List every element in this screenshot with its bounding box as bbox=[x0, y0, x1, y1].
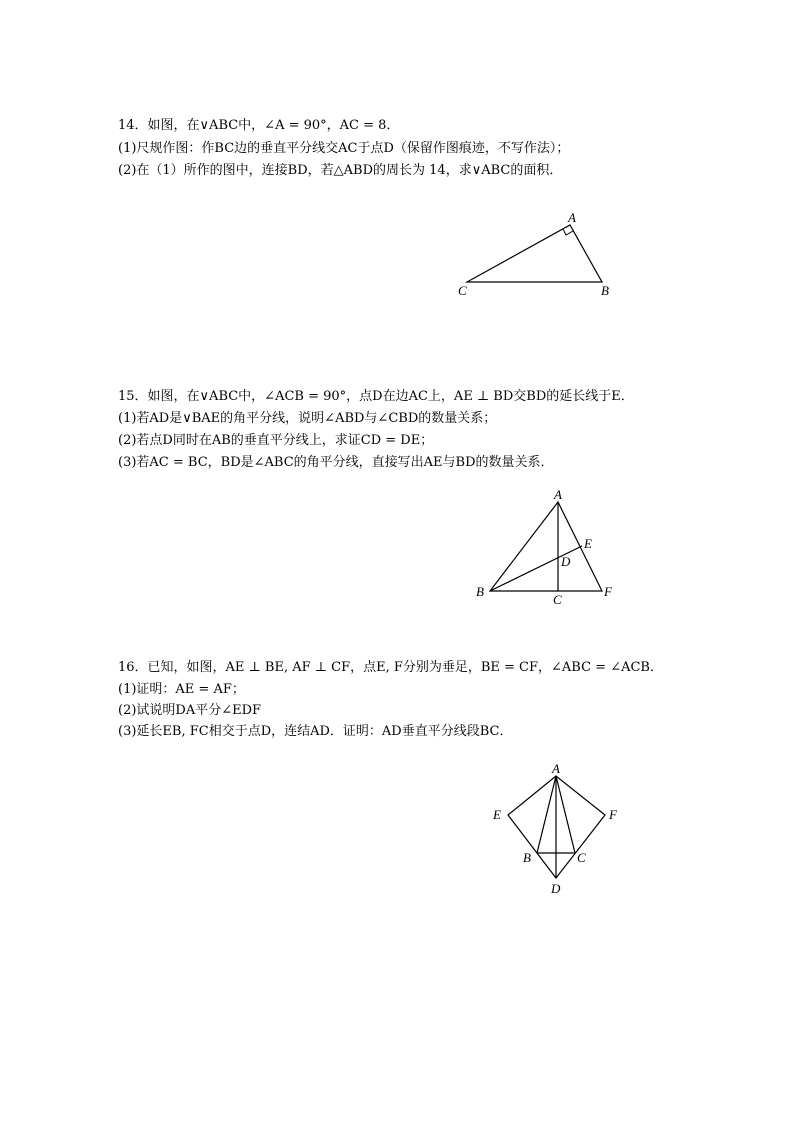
label-e: E bbox=[584, 536, 592, 551]
problem-14-part-1: (1)尺规作图：作BC边的垂直平分线交AC于点D（保留作图痕迹，不写作法）； bbox=[118, 141, 570, 156]
problem-15-part-2: (2)若点D同时在AB的垂直平分线上，求证CD = DE； bbox=[118, 433, 434, 448]
problem-16-part-2: (2)试说明DA平分∠EDF bbox=[118, 703, 262, 718]
segment-ac bbox=[556, 776, 575, 853]
label-b: B bbox=[601, 283, 609, 298]
problem-14-title: 14．如图，在∨ABC中，∠A = 90°，AC = 8． bbox=[118, 118, 400, 133]
problem-16-part-3: (3)延长EB, FC相交于点D，连结AD．证明：AD垂直平分线段BC． bbox=[118, 724, 513, 739]
label-e: E bbox=[493, 807, 501, 822]
label-c: C bbox=[553, 592, 562, 607]
label-b: B bbox=[476, 584, 484, 599]
label-f: F bbox=[604, 584, 612, 599]
label-c: C bbox=[458, 283, 467, 298]
label-c: C bbox=[577, 850, 586, 865]
problem-16-figure bbox=[485, 758, 630, 903]
problem-15-title: 15．如图，在∨ABC中，∠ACB = 90°，点D在边AC上，AE ⊥ BD交BD的延长线于E． bbox=[118, 389, 634, 404]
label-a: A bbox=[568, 210, 576, 225]
segment-ab bbox=[537, 776, 556, 853]
label-b: B bbox=[523, 850, 531, 865]
label-a: A bbox=[554, 487, 562, 502]
problem-15-part-1: (1)若AD是∨BAE的角平分线，说明∠ABD与∠CBD的数量关系； bbox=[118, 411, 497, 426]
triangle-abc bbox=[467, 225, 602, 282]
problem-16-part-1: (1)证明：AE = AF； bbox=[118, 682, 245, 697]
problem-14-figure bbox=[450, 205, 620, 305]
label-d: D bbox=[551, 881, 561, 896]
right-angle-mark bbox=[563, 229, 573, 235]
problem-14-part-2: (2)在（1）所作的图中，连接BD，若△ABD的周长为 14，求∨ABC的面积． bbox=[118, 163, 563, 178]
label-a: A bbox=[552, 761, 560, 776]
label-f: F bbox=[609, 807, 617, 822]
problem-15-part-3: (3)若AC = BC，BD是∠ABC的角平分线，直接写出AE与BD的数量关系． bbox=[118, 455, 554, 470]
problem-16-title: 16．已知，如图，AE ⊥ BE, AF ⊥ CF，点E, F分别为垂足，BE = CF，∠ABC = ∠ACB． bbox=[118, 660, 663, 675]
label-d: D bbox=[561, 554, 571, 569]
problem-15-figure bbox=[470, 484, 620, 609]
